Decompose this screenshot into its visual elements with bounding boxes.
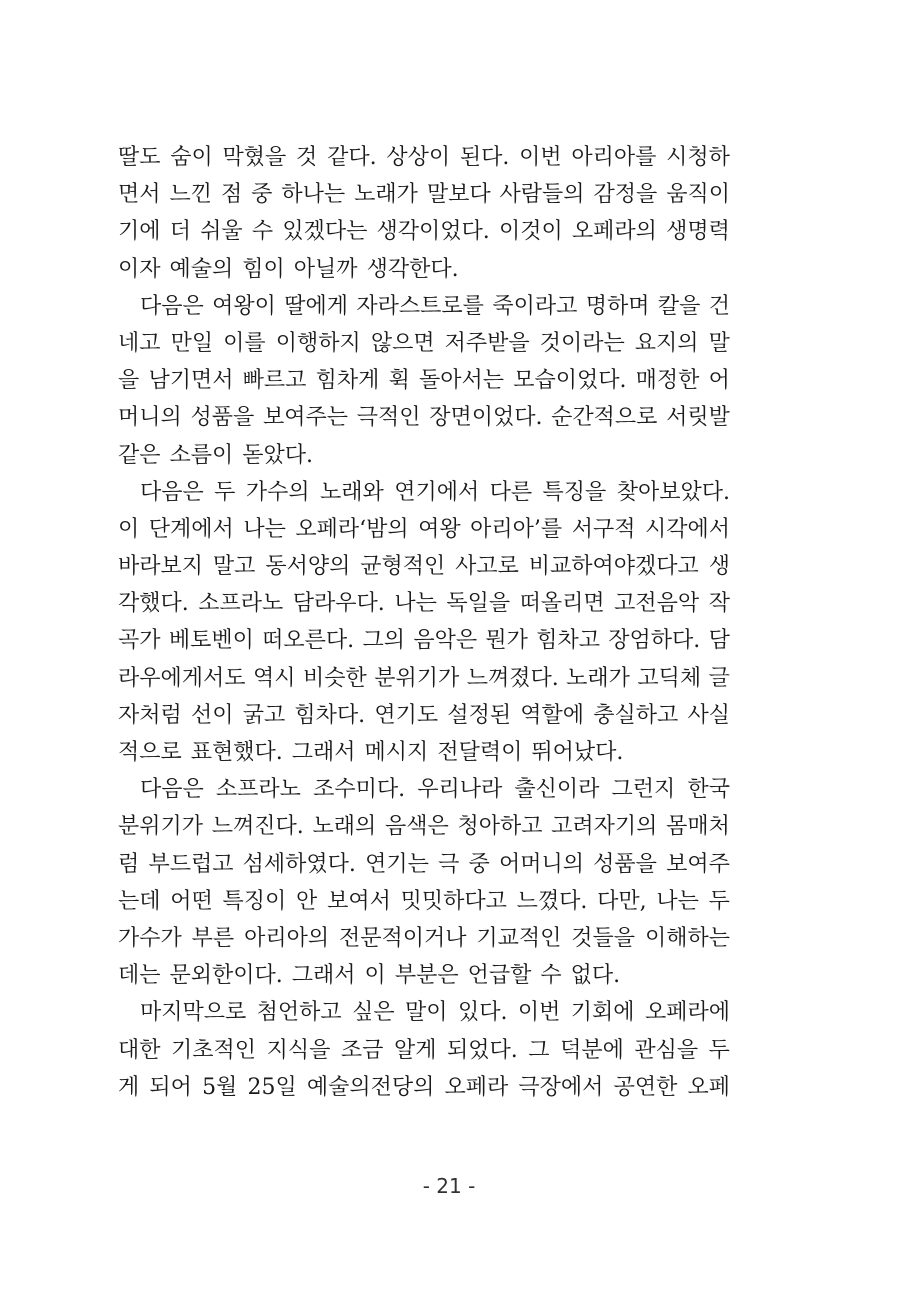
text-line: 데는 문외한이다. 그래서 이 부분은 언급할 수 없다. [118,963,621,989]
text-line: 분위기가 느껴진다. 노래의 음색은 청아하고 고려자기의 몸매처 [118,814,730,840]
text-line: 다음은 소프라노 조수미다. 우리나라 출신이라 그런지 한국 [140,777,730,803]
text-line: 같은 소름이 돋았다. [118,442,314,468]
text-line: 가수가 부른 아리아의 전문적이거나 기교적인 것들을 이해하는 [118,925,730,951]
text-line: 네고 만일 이를 이행하지 않으면 저주받을 것이라는 요지의 말 [118,330,730,356]
paragraph [118,139,730,288]
essay-body [118,139,730,1106]
text-line: 이자 예술의 힘이 아닐까 생각한다. [118,256,459,282]
paragraph [118,771,730,994]
paragraph [118,288,730,474]
text-line: 다음은 여왕이 딸에게 자라스트로를 죽이라고 명하며 칼을 건 [140,293,730,319]
page-number: - 21 - [422,1174,476,1198]
text-line: 라우에게서도 역시 비슷한 분위기가 느껴졌다. 노래가 고딕체 글 [118,665,730,691]
text-line: 바라보지 말고 동서양의 균형적인 사고로 비교하여야겠다고 생 [118,554,730,580]
text-line: 곡가 베토벤이 떠오른다. 그의 음악은 뭔가 힘차고 장엄하다. 담 [118,628,730,654]
text-line: 면서 느낀 점 중 하나는 노래가 말보다 사람들의 감정을 움직이 [118,182,730,208]
text-line: 게 되어 5월 25일 예술의전당의 오페라 극장에서 공연한 오페 [118,1074,730,1100]
text-line: 럼 부드럽고 섬세하였다. 연기는 극 중 어머니의 성품을 보여주 [118,851,730,877]
text-line: 다음은 두 가수의 노래와 연기에서 다른 특징을 찾아보았다. [140,479,730,505]
text-line: 자처럼 선이 굵고 힘차다. 연기도 설정된 역할에 충실하고 사실 [118,702,730,728]
text-line: 는데 어떤 특징이 안 보여서 밋밋하다고 느꼈다. 다만, 나는 두 [118,888,730,914]
text-line: 기에 더 쉬울 수 있겠다는 생각이었다. 이것이 오페라의 생명력 [118,219,730,245]
text-line: 이 단계에서 나는 오페라‘밤의 여왕 아리아’를 서구적 시각에서 [118,516,730,542]
text-line: 딸도 숨이 막혔을 것 같다. 상상이 된다. 이번 아리아를 시청하 [118,145,730,170]
text-line: 각했다. 소프라노 담라우다. 나는 독일을 떠올리면 고전음악 작 [118,591,730,617]
text-line: 을 남기면서 빠르고 힘차게 휙 돌아서는 모습이었다. 매정한 어 [118,368,730,394]
paragraph [118,474,730,772]
paragraph [118,994,730,1106]
text-line: 마지막으로 첨언하고 싶은 말이 있다. 이번 기회에 오페라에 [140,1000,730,1026]
text-line: 머니의 성품을 보여주는 극적인 장면이었다. 순간적으로 서릿발 [118,405,730,431]
text-line: 적으로 표현했다. 그래서 메시지 전달력이 뛰어났다. [118,740,624,765]
text-line: 대한 기초적인 지식을 조금 알게 되었다. 그 덕분에 관심을 두 [118,1037,730,1063]
